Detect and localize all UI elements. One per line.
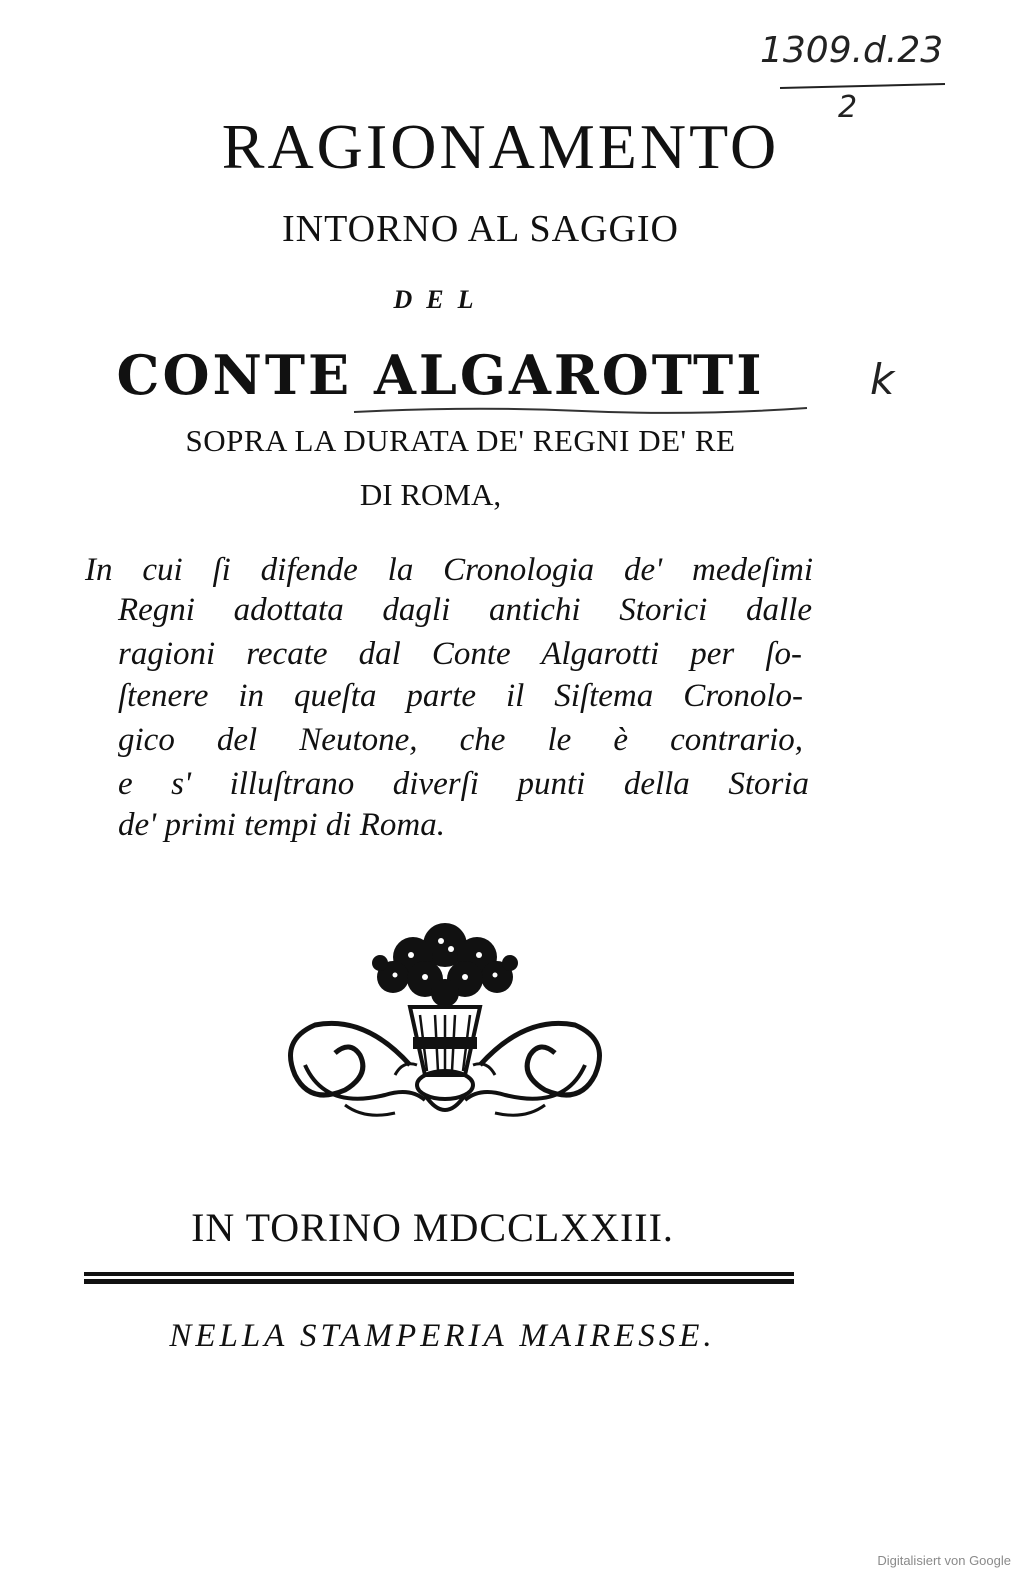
imprint-printer: NELLA STAMPERIA MAIRESSE. bbox=[169, 1318, 716, 1354]
topic-line-2: DI ROMA, bbox=[359, 477, 502, 512]
description-line: ſtenere in queſta parte il Siſtema Cronolo- bbox=[118, 678, 803, 714]
digitization-watermark: Digitalisiert von Google bbox=[877, 1553, 1011, 1568]
shelfmark-annotation: 1309.d.23 bbox=[760, 30, 944, 71]
shelfmark-number: 2 bbox=[838, 90, 858, 125]
topic-line-1: SOPRA LA DURATA DE' REGNI DE' RE bbox=[185, 423, 736, 458]
title-line-3: DEL bbox=[393, 285, 488, 314]
description-line: In cui ſi difende la Cronologia de' medeſimi bbox=[85, 552, 813, 588]
imprint-rule bbox=[82, 1268, 802, 1290]
margin-mark: k bbox=[870, 355, 895, 404]
author-name: CONTE ALGAROTTI bbox=[116, 343, 765, 407]
imprint-place-date: IN TORINO MDCCLXXIII. bbox=[191, 1205, 674, 1250]
description-line: de' primi tempi di Roma. bbox=[118, 807, 445, 843]
title-line-2: INTORNO AL SAGGIO bbox=[282, 208, 679, 250]
flower-basket-vignette-icon bbox=[275, 915, 615, 1145]
description-line: gico del Neutone, che le è contrario, bbox=[118, 722, 803, 758]
book-title: RAGIONAMENTO bbox=[221, 111, 780, 182]
author-underline bbox=[352, 402, 812, 418]
shelfmark-underline bbox=[775, 78, 975, 98]
description-line: e s' illuſtrano diverſi punti della Storia bbox=[118, 766, 809, 802]
description-line: ragioni recate dal Conte Algarotti per ſo- bbox=[118, 636, 802, 672]
description-line: Regni adottata dagli antichi Storici dalle bbox=[118, 592, 812, 628]
